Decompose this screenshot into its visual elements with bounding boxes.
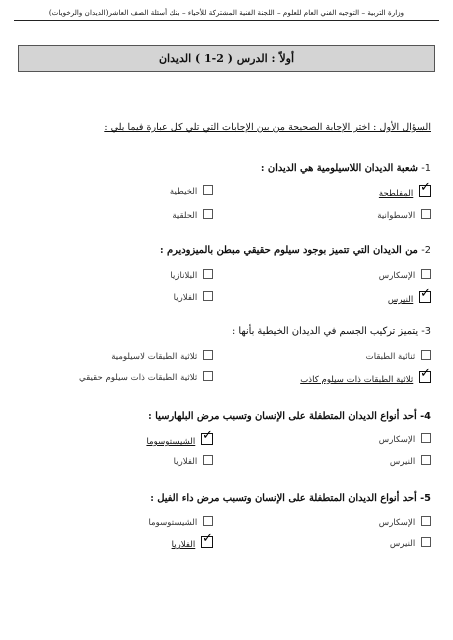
option-label: النيرس: [389, 457, 416, 467]
empty-checkbox-icon[interactable]: [421, 433, 431, 443]
question-stem: [232, 326, 431, 337]
check-mark-icon[interactable]: ✓: [202, 428, 213, 443]
empty-checkbox-icon[interactable]: [203, 516, 213, 526]
option[interactable]: [377, 209, 431, 221]
check-mark-icon[interactable]: ✓: [420, 180, 431, 195]
option-label: الفلاريا: [173, 293, 198, 303]
option[interactable]: [390, 455, 431, 467]
option-label: الشيستوسوما: [148, 518, 198, 528]
question-number: 4-: [420, 411, 431, 422]
option[interactable]: [379, 516, 431, 528]
option[interactable]: [379, 433, 431, 445]
option-label: الفلاريا: [173, 457, 198, 467]
empty-checkbox-icon[interactable]: [421, 455, 431, 465]
check-mark-icon[interactable]: ✓: [420, 286, 431, 301]
option-label: الفلاريا: [171, 540, 196, 550]
empty-checkbox-icon[interactable]: [421, 537, 431, 547]
question-number: 3-: [421, 326, 431, 337]
option[interactable]: [171, 531, 213, 550]
empty-checkbox-icon[interactable]: [203, 455, 213, 465]
option[interactable]: [148, 516, 213, 528]
option-label: الحلقية: [172, 211, 198, 221]
check-mark-icon[interactable]: ✓: [420, 366, 431, 381]
question-text: أحد أنواع الديدان المتطفلة على الإنسان وتسبب مرض البلهارسيا :: [148, 411, 417, 422]
option[interactable]: [170, 185, 213, 197]
option-label: الخيطية: [169, 187, 198, 197]
empty-checkbox-icon[interactable]: [203, 209, 213, 219]
question-text: يتميز تركيب الجسم في الديدان الخيطية بأنها :: [231, 326, 419, 337]
question-number: 2-: [421, 245, 431, 256]
option-label: ثلاثية الطبقات لاسيلومية: [111, 352, 198, 362]
option[interactable]: [172, 209, 213, 221]
option-label: الإسكارس: [378, 435, 416, 445]
option[interactable]: [79, 371, 213, 383]
option-label: الإسكارس: [378, 518, 416, 528]
option-label: ثلاثية الطبقات ذات سيلوم حقيقي: [79, 373, 198, 383]
option-label: البلانازيا: [170, 271, 198, 281]
option[interactable]: [300, 366, 431, 385]
question-number: 1-: [421, 163, 431, 174]
option-label: الشيستوسوما: [146, 437, 196, 447]
option[interactable]: [174, 291, 213, 303]
empty-checkbox-icon[interactable]: [421, 269, 431, 279]
empty-checkbox-icon[interactable]: [203, 371, 213, 381]
check-mark-icon[interactable]: ✓: [202, 531, 213, 546]
option[interactable]: [390, 537, 431, 549]
option[interactable]: [111, 350, 213, 362]
question-number: 5-: [420, 493, 431, 504]
empty-checkbox-icon[interactable]: [421, 209, 431, 219]
empty-checkbox-icon[interactable]: [203, 350, 213, 360]
option-label: الإسكارس: [378, 271, 416, 281]
question-instruction: السؤال الأول : اختر الإجابة الصحيحة من بين الإجابات التي تلي كل عبارة فيما يلي :: [104, 122, 431, 133]
option[interactable]: [366, 350, 431, 362]
option[interactable]: [170, 269, 213, 281]
question-stem: [160, 245, 431, 256]
question-text: من الديدان التي تتميز بوجود سيلوم حقيقي مبطن بالميزوديرم :: [160, 245, 418, 256]
empty-checkbox-icon[interactable]: [421, 516, 431, 526]
option[interactable]: [174, 455, 213, 467]
lesson-title: أولاً : الدرس ( 2-1 ) الديدان: [18, 45, 435, 72]
header-divider: [14, 20, 439, 21]
option-label: ثنائية الطبقات: [365, 352, 416, 362]
question-stem: [148, 411, 431, 422]
empty-checkbox-icon[interactable]: [203, 269, 213, 279]
question-text: شعبة الديدان اللاسيلومية هي الديدان :: [260, 163, 418, 174]
option-label: المفلطحة: [378, 189, 414, 199]
empty-checkbox-icon[interactable]: [203, 185, 213, 195]
question-stem: [150, 493, 431, 504]
empty-checkbox-icon[interactable]: [421, 350, 431, 360]
question-text: أحد أنواع الديدان المتطفلة على الإنسان وتسبب مرض داء الفيل :: [150, 493, 417, 504]
option-label: الاسطوانية: [377, 211, 416, 221]
document-header: وزارة التربية – التوجيه الفني العام للعلوم – اللجنة الفنية المشتركة للأحياء – بنك أسئلة الصف العاشر(الديدان والرخويات): [48, 8, 405, 17]
option[interactable]: [378, 180, 431, 199]
empty-checkbox-icon[interactable]: [203, 291, 213, 301]
option[interactable]: [387, 286, 431, 305]
option-label: ثلاثية الطبقات ذات سيلوم كاذب: [300, 375, 414, 385]
option[interactable]: [146, 428, 213, 447]
question-stem: [261, 163, 431, 174]
option[interactable]: [379, 269, 431, 281]
option-label: النيرس: [389, 539, 416, 549]
option-label: النيرس: [387, 295, 414, 305]
